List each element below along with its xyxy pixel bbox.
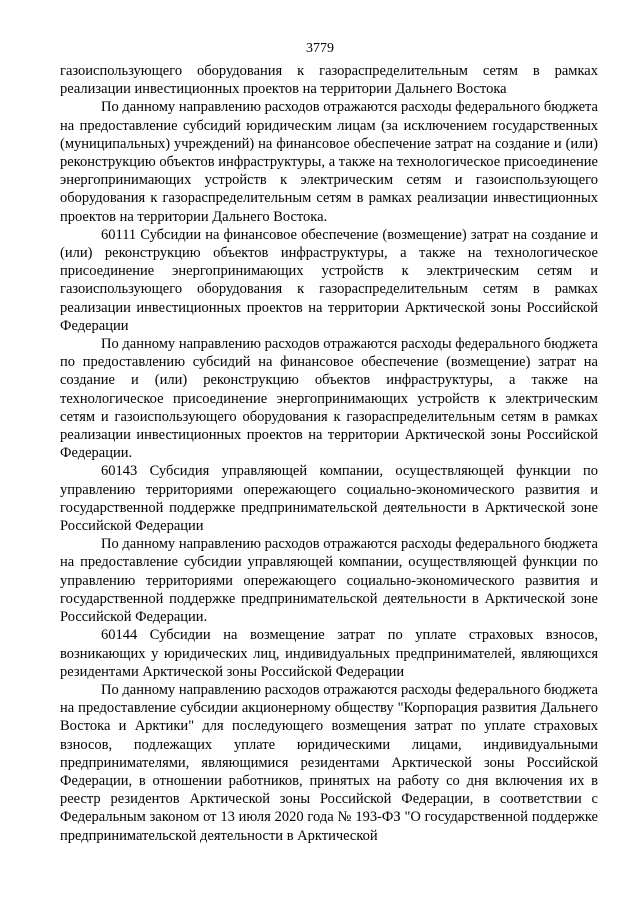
paragraph-description: По данному направлению расходов отражаются расходы федерального бюджета на предоставление субсидий юридическим лицам (за исключением государственных (муниципальных) учреждений) на финансовое обеспечение затрат на создание и (или) реконструкцию объектов инфраструктуры, а также на технологическое присоединение энергопринимающих устройств к электрическим сетям и газоиспользующего оборудования к газораспределительным сетям в рамках реализации инвестиционных проектов на территории Дальнего Востока. (60, 99, 598, 225)
paragraph-description: По данному направлению расходов отражаются расходы федерального бюджета на предоставление субсидии акционерному обществу "Корпорация развития Дальнего Востока и Арктики" для последующего возмещения затрат по уплате страховых взносов, подлежащих уплате юридическими лицами, индивидуальными предпринимателями, являющимися резидентами Арктической зоны Российской Федерации, в отношении работников, принятых на работу со дня включения их в реестр резидентов Арктической зоны Российской Федерации, в соответствии с Федеральным законом от 13 июля 2020 года № 193-ФЗ "О государственной поддержке предпринимательской деятельности в Арктической (60, 681, 598, 844)
paragraph-heading-60144: 60144 Субсидии на возмещение затрат по уплате страховых взносов, возникающих у юридических лиц, индивидуальных предпринимателей, являющихся резидентами Арктической зоны Российской Федерации (60, 627, 598, 680)
paragraph-heading-60111: 60111 Субсидии на финансовое обеспечение (возмещение) затрат на создание и (или) реконструкцию объектов инфраструктуры, а также на технологическое присоединение энергопринимающих устройств к электрическим сетям и газоиспользующего оборудования к газораспределительным сетям в рамках реализации инвестиционных проектов на территории Арктической зоны Российской Федерации (60, 226, 598, 334)
paragraph-heading-60143: 60143 Субсидия управляющей компании, осуществляющей функции по управлению территориями опережающего социально-экономического развития и государственной поддержке предпринимательской деятельности в Арктической зоне Российской Федерации (60, 463, 598, 535)
paragraph-description: По данному направлению расходов отражаются расходы федерального бюджета на предоставление субсидии управляющей компании, осуществляющей функции по управлению территориями опережающего социально-экономического развития и государственной поддержке предпринимательской деятельности в Арктической зоне Российской Федерации. (60, 536, 598, 626)
paragraph-description: По данному направлению расходов отражаются расходы федерального бюджета по предоставлению субсидий на финансовое обеспечение (возмещение) затрат на создание и (или) реконструкцию объектов инфраструктуры, а также на технологическое присоединение энергопринимающих устройств к электрическим сетям и газоиспользующего оборудования к газораспределительным сетям в рамках реализации инвестиционных проектов на территории Арктической зоны Российской Федерации. (60, 336, 598, 462)
document-body (60, 62, 598, 845)
paragraph-continuation: газоиспользующего оборудования к газораспределительным сетям в рамках реализации инвестиционных проектов на территории Дальнего Востока (60, 63, 598, 98)
page-number: 3779 (306, 41, 334, 56)
